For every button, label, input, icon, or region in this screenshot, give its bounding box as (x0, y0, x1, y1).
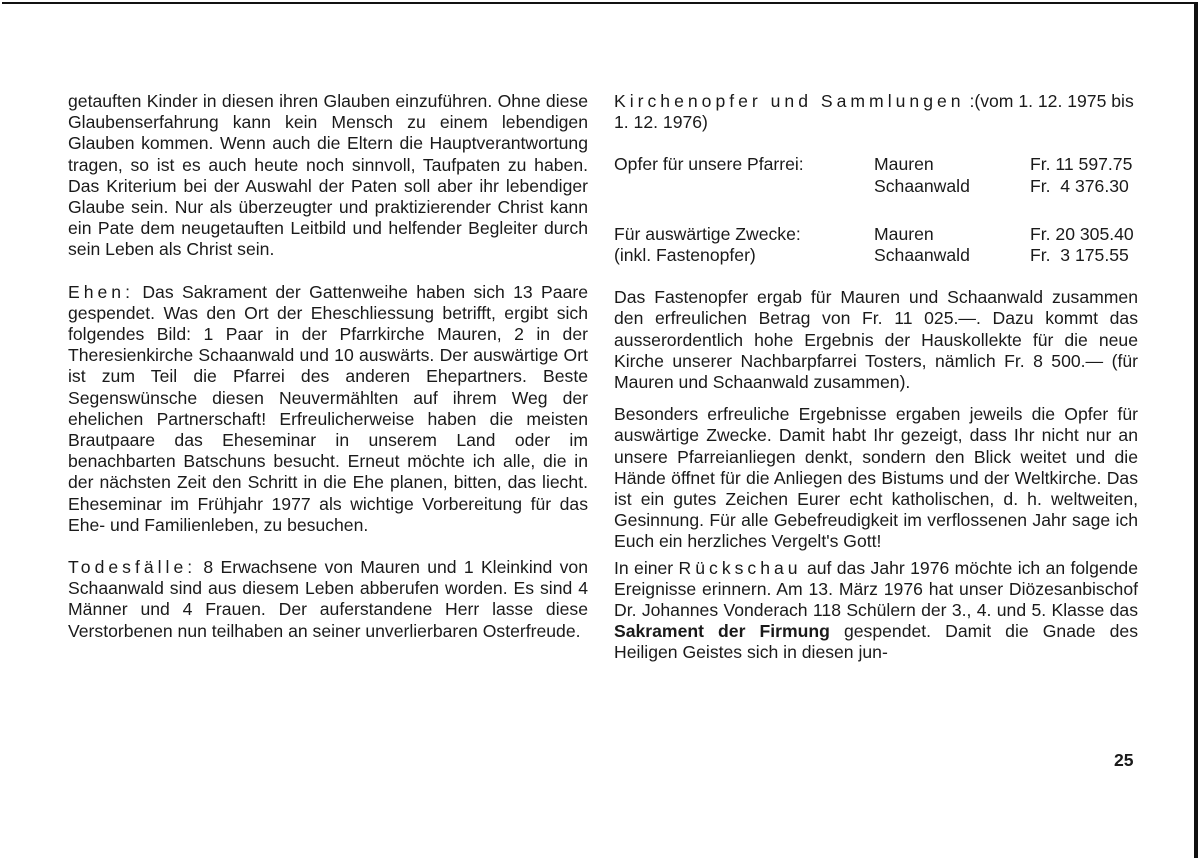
besonders-paragraph: Besonders erfreuliche Ergebnisse ergaben jeweils die Opfer für auswärtige Zwecke. Damit habt Ihr gezeigt, dass Ihr nicht nur an unsere Pfarreianliegen denkt, sondern den Blick weitet und die Hände öffnet für die Anliegen des Bistums und der Weltkirche. Das ist ein gutes Zeichen Eurer echt katholischen, d. h. weltweiten, Gesinnung. Für alle Gebefreudigkeit im verflossenen Jahr sage ich Euch ein herzliches Vergelt's Gott! (614, 404, 1138, 552)
rueckschau-text-a: auf das Jahr 1976 möchte ich an folgende Ereignisse erinnern. Am 13. März 1976 hat unser Diözesanbischof Dr. Johannes Vonderach 118 Schülern der 3., 4. und 5. Klasse das (614, 557, 1139, 621)
table-row (614, 224, 1138, 245)
offer-amount: Fr. 20 305.40 (1030, 223, 1134, 244)
todesfaelle-paragraph (68, 557, 588, 642)
table-spacer (614, 197, 1138, 224)
rueckschau-text-b: gespendet. Damit die Gnade des Heiligen Geistes sich in diesen jun- (614, 621, 1139, 663)
right-column (614, 91, 1138, 664)
rueckschau-paragraph (614, 558, 1138, 664)
offer-place: Mauren (874, 223, 934, 244)
rueckschau-intro: In einer (614, 557, 674, 578)
fastenopfer-paragraph: Das Fastenopfer ergab für Mauren und Schaanwald zusammen den erfreulichen Betrag von Fr. 11 025.—. Dazu kommt das ausserordentlich hohe Ergebnis der Hauskollekte für die neue Kirche unserer Nachbarpfarrei Tosters, nämlich Fr. 8 500.— (für Mauren und Schaanwald zusammen). (614, 287, 1138, 393)
left-column (68, 91, 588, 642)
offer-label: Für auswärtige Zwecke: (614, 223, 801, 244)
offer-label (614, 176, 874, 197)
table-row (614, 154, 1138, 175)
ehen-text: Das Sakrament der Gattenweihe haben sich 13 Paare gespendet. Was den Ort der Eheschliessung betrifft, ergibt sich folgendes Bild: 1 Paar in der Pfarrkirche Mauren, 2 in der Theresienkirche Schaanwald und 10 auswärts. Der auswärtige Ort ist zum Teil die Pfarrei des anderen Ehepartners. Beste Segenswünsche diesen Neuvermählten auf ihrem Weg der ehelichen Partnerschaft! Erfreulicherweise haben die meisten Brautpaare das Eheseminar in unserem Land oder im benachbarten Batschuns besucht. Erneut möchte ich alle, die in der nächsten Zeit den Schritt in die Ehe planen, bitten, das liecht. Eheseminar im Frühjahr 1977 als wichtige Vorbereitung für das Ehe- und Familienleben, zu besuchen. (68, 281, 588, 535)
table-row (614, 176, 1138, 197)
rueckschau-heading: Rückschau (678, 557, 802, 578)
page-number: 25 (1114, 750, 1134, 770)
offer-place: Schaanwald (874, 245, 970, 266)
todesfaelle-text: 8 Erwachsene von Mauren und 1 Kleinkind von Schaanwald sind aus diesem Leben abberufen worden. Es sind 4 Männer und 4 Frauen. Der auferstandene Herr lasse diese Verstorbenen nun teilhaben an seiner unverlierbaren Osterfreude. (68, 557, 588, 641)
offerings-table (614, 154, 1138, 266)
kirchenopfer-heading-line (614, 91, 1138, 133)
offer-amount: Fr. 11 597.75 (1030, 154, 1133, 175)
todesfaelle-heading: Todesfälle: (68, 557, 197, 578)
kirchenopfer-heading: Kirchenopfer und Sammlungen (614, 91, 965, 111)
offer-place: Mauren (874, 154, 934, 175)
ehen-heading: Ehen: (68, 281, 134, 302)
kirchenopfer-period: :(vom 1. 12. 1975 bis 1. 12. 1976) (614, 91, 1134, 133)
offer-label: (inkl. Fastenopfer) (614, 245, 756, 266)
offer-amount: Fr. 4 376.30 (1030, 175, 1129, 196)
ehen-paragraph (68, 282, 588, 536)
offer-label: Opfer für unsere Pfarrei: (614, 154, 804, 175)
table-row (614, 245, 1138, 266)
taufpaten-paragraph: getauften Kinder in diesen ihren Glauben einzuführen. Ohne diese Glaubenserfahrung kann kein Mensch zu einem lebendigen Glauben kommen. Wenn auch die Eltern die Hauptverantwortung tragen, so ist es auch heute noch sinnvoll, Taufpaten zu haben. Das Kriterium bei der Auswahl der Paten soll aber ihr lebendiger Glaube sein. Nur als überzeugter und praktizierender Christ kann ein Pate dem neugetauften Leitbild und helfender Begleiter durch sein Leben als Christ sein. (68, 91, 588, 260)
offer-place: Schaanwald (874, 175, 970, 196)
firmung-emphasis: Sakrament der Firmung (614, 621, 830, 642)
offer-amount: Fr. 3 175.55 (1030, 245, 1129, 266)
